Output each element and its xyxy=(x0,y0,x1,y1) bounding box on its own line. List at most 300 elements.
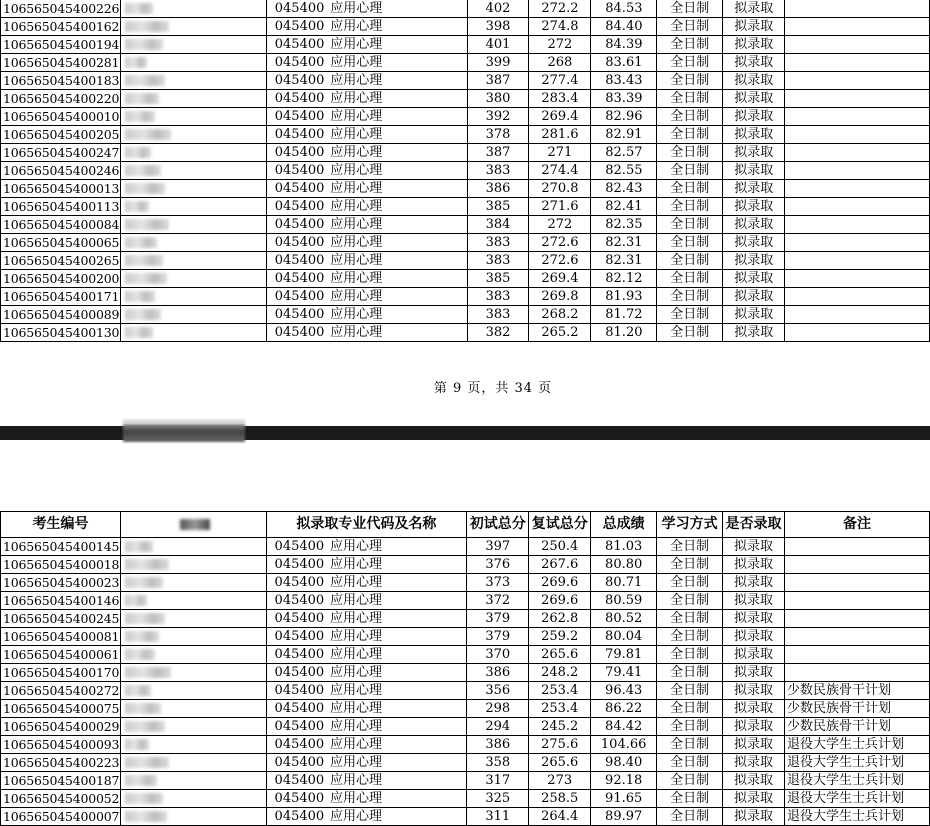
note-cell: 退役大学生士兵计划 xyxy=(785,736,930,754)
major-code-cell: 045400 xyxy=(266,72,328,90)
study-mode-cell: 全日制 xyxy=(657,592,723,610)
candidate-id-cell: 106565045400223 xyxy=(1,754,121,772)
name-redacted-cell xyxy=(120,538,266,556)
admission-cell: 拟录取 xyxy=(723,790,785,808)
admission-cell: 拟录取 xyxy=(723,808,785,826)
study-mode-cell: 全日制 xyxy=(657,126,723,144)
name-redacted-cell xyxy=(120,270,266,288)
redaction-blur xyxy=(125,577,163,588)
admission-cell: 拟录取 xyxy=(723,628,785,646)
retest-score-cell: 274.4 xyxy=(529,162,591,180)
table-row xyxy=(1,772,930,790)
total-score-cell: 79.41 xyxy=(591,664,657,682)
study-mode-cell: 全日制 xyxy=(657,90,723,108)
redaction-blur xyxy=(125,129,171,140)
major-code-cell: 045400 xyxy=(266,126,328,144)
candidate-id-cell: 106565045400272 xyxy=(1,682,121,700)
candidate-id-cell: 106565045400183 xyxy=(1,72,121,90)
study-mode-cell: 全日制 xyxy=(657,538,723,556)
major-code-cell: 045400 xyxy=(266,288,328,306)
major-name-cell: 应用心理 xyxy=(328,556,467,574)
table-row xyxy=(1,216,930,234)
note-cell xyxy=(785,198,930,216)
retest-score-cell: 245.2 xyxy=(529,718,591,736)
table-row xyxy=(1,736,930,754)
total-score-cell: 86.22 xyxy=(591,700,657,718)
header-initial-score: 初试总分 xyxy=(467,512,529,538)
total-score-cell: 79.81 xyxy=(591,646,657,664)
major-code-cell: 045400 xyxy=(266,234,328,252)
candidate-id-cell: 106565045400226 xyxy=(1,0,121,18)
admission-cell: 拟录取 xyxy=(723,610,785,628)
initial-score-cell: 397 xyxy=(467,538,529,556)
major-code-cell: 045400 xyxy=(266,180,328,198)
total-score-cell: 82.31 xyxy=(591,234,657,252)
total-score-cell: 80.71 xyxy=(591,574,657,592)
redaction-blur xyxy=(125,183,165,194)
total-score-cell: 82.31 xyxy=(591,252,657,270)
note-cell xyxy=(785,538,930,556)
table-row xyxy=(1,252,930,270)
total-score-cell: 89.97 xyxy=(591,808,657,826)
total-score-cell: 84.42 xyxy=(591,718,657,736)
table-row xyxy=(1,610,930,628)
study-mode-cell: 全日制 xyxy=(657,18,723,36)
major-name-cell: 应用心理 xyxy=(328,252,467,270)
initial-score-cell: 398 xyxy=(467,18,529,36)
admission-cell: 拟录取 xyxy=(723,90,785,108)
admission-cell: 拟录取 xyxy=(723,216,785,234)
candidate-id-cell: 106565045400281 xyxy=(1,54,121,72)
initial-score-cell: 383 xyxy=(467,306,529,324)
total-score-cell: 82.91 xyxy=(591,126,657,144)
major-code-cell: 045400 xyxy=(266,700,328,718)
admission-cell: 拟录取 xyxy=(723,234,785,252)
redaction-blur xyxy=(125,147,151,158)
table-row xyxy=(1,538,930,556)
major-code-cell: 045400 xyxy=(266,306,328,324)
major-code-cell: 045400 xyxy=(266,36,328,54)
major-name-cell: 应用心理 xyxy=(328,288,467,306)
admission-cell: 拟录取 xyxy=(723,700,785,718)
initial-score-cell: 372 xyxy=(467,592,529,610)
name-redacted-cell xyxy=(120,682,266,700)
redaction-blur xyxy=(125,309,161,320)
redaction-blur xyxy=(125,595,147,606)
note-cell xyxy=(785,90,930,108)
admission-cell: 拟录取 xyxy=(723,54,785,72)
admission-cell: 拟录取 xyxy=(723,772,785,790)
admission-cell: 拟录取 xyxy=(723,556,785,574)
admission-cell: 拟录取 xyxy=(723,754,785,772)
candidate-id-cell: 106565045400194 xyxy=(1,36,121,54)
initial-score-cell: 370 xyxy=(467,646,529,664)
note-cell xyxy=(785,556,930,574)
table-row xyxy=(1,556,930,574)
retest-score-cell: 277.4 xyxy=(529,72,591,90)
retest-score-cell: 274.8 xyxy=(529,18,591,36)
total-score-cell: 81.20 xyxy=(591,324,657,342)
candidate-id-cell: 106565045400247 xyxy=(1,144,121,162)
major-code-cell: 045400 xyxy=(266,252,328,270)
admission-cell: 拟录取 xyxy=(723,736,785,754)
study-mode-cell: 全日制 xyxy=(657,288,723,306)
redaction-blur xyxy=(125,667,171,678)
study-mode-cell: 全日制 xyxy=(657,556,723,574)
major-name-cell: 应用心理 xyxy=(328,754,467,772)
candidate-id-cell: 106565045400081 xyxy=(1,628,121,646)
name-redacted-cell xyxy=(120,754,266,772)
study-mode-cell: 全日制 xyxy=(657,180,723,198)
admission-cell: 拟录取 xyxy=(723,144,785,162)
admission-cell: 拟录取 xyxy=(723,682,785,700)
table-row xyxy=(1,754,930,772)
initial-score-cell: 325 xyxy=(467,790,529,808)
major-name-cell: 应用心理 xyxy=(328,736,467,754)
total-score-cell: 82.12 xyxy=(591,270,657,288)
major-code-cell: 045400 xyxy=(266,144,328,162)
retest-score-cell: 271.6 xyxy=(529,198,591,216)
initial-score-cell: 401 xyxy=(467,36,529,54)
redaction-blur xyxy=(125,93,159,104)
major-code-cell: 045400 xyxy=(266,162,328,180)
retest-score-cell: 253.4 xyxy=(529,700,591,718)
major-code-cell: 045400 xyxy=(266,754,328,772)
redaction-blur xyxy=(125,201,149,212)
total-score-cell: 84.53 xyxy=(591,0,657,18)
note-cell: 少数民族骨干计划 xyxy=(785,700,930,718)
initial-score-cell: 384 xyxy=(467,216,529,234)
retest-score-cell: 259.2 xyxy=(529,628,591,646)
admission-cell: 拟录取 xyxy=(723,592,785,610)
note-cell: 退役大学生士兵计划 xyxy=(785,790,930,808)
note-cell xyxy=(785,54,930,72)
major-code-cell: 045400 xyxy=(266,808,328,826)
major-name-cell: 应用心理 xyxy=(328,538,467,556)
admission-cell: 拟录取 xyxy=(723,108,785,126)
note-cell xyxy=(785,126,930,144)
total-score-cell: 92.18 xyxy=(591,772,657,790)
retest-score-cell: 272.6 xyxy=(529,234,591,252)
major-name-cell: 应用心理 xyxy=(328,700,467,718)
initial-score-cell: 382 xyxy=(467,324,529,342)
initial-score-cell: 402 xyxy=(467,0,529,18)
candidate-id-cell: 106565045400010 xyxy=(1,108,121,126)
study-mode-cell: 全日制 xyxy=(657,754,723,772)
header-name-redacted xyxy=(120,512,266,538)
candidate-id-cell: 106565045400113 xyxy=(1,198,121,216)
note-cell xyxy=(785,288,930,306)
candidate-id-cell: 106565045400146 xyxy=(1,592,121,610)
major-name-cell: 应用心理 xyxy=(328,772,467,790)
note-cell: 退役大学生士兵计划 xyxy=(785,754,930,772)
note-cell: 少数民族骨干计划 xyxy=(785,682,930,700)
redaction-blur xyxy=(123,420,245,423)
study-mode-cell: 全日制 xyxy=(657,144,723,162)
major-code-cell: 045400 xyxy=(266,324,328,342)
study-mode-cell: 全日制 xyxy=(657,0,723,18)
table-row xyxy=(1,270,930,288)
note-cell xyxy=(785,72,930,90)
initial-score-cell: 376 xyxy=(467,556,529,574)
retest-score-cell: 267.6 xyxy=(529,556,591,574)
redaction-blur xyxy=(125,237,157,248)
total-score-cell: 98.40 xyxy=(591,754,657,772)
retest-score-cell: 269.6 xyxy=(529,592,591,610)
initial-score-cell: 399 xyxy=(467,54,529,72)
candidate-id-cell: 106565045400084 xyxy=(1,216,121,234)
total-score-cell: 84.39 xyxy=(591,36,657,54)
redaction-blur xyxy=(125,811,167,822)
redaction-blur xyxy=(125,631,159,642)
header-study-mode: 学习方式 xyxy=(657,512,723,538)
table-row xyxy=(1,90,930,108)
major-code-cell: 045400 xyxy=(266,664,328,682)
major-code-cell: 045400 xyxy=(266,646,328,664)
retest-score-cell: 269.8 xyxy=(529,288,591,306)
total-score-cell: 91.65 xyxy=(591,790,657,808)
admission-cell: 拟录取 xyxy=(723,180,785,198)
major-code-cell: 045400 xyxy=(266,556,328,574)
total-score-cell: 83.43 xyxy=(591,72,657,90)
admission-cell: 拟录取 xyxy=(723,252,785,270)
name-redacted-cell xyxy=(120,72,266,90)
candidate-id-cell: 106565045400013 xyxy=(1,180,121,198)
major-code-cell: 045400 xyxy=(266,198,328,216)
table-row xyxy=(1,628,930,646)
major-name-cell: 应用心理 xyxy=(328,216,467,234)
total-score-cell: 82.96 xyxy=(591,108,657,126)
name-redacted-cell xyxy=(120,0,266,18)
header-candidate-id: 考生编号 xyxy=(1,512,121,538)
name-redacted-cell xyxy=(120,144,266,162)
initial-score-cell: 317 xyxy=(467,772,529,790)
initial-score-cell: 383 xyxy=(467,252,529,270)
note-cell xyxy=(785,234,930,252)
retest-score-cell: 253.4 xyxy=(529,682,591,700)
name-redacted-cell xyxy=(120,790,266,808)
redaction-blur xyxy=(125,541,153,552)
redaction-blur xyxy=(123,424,245,442)
retest-score-cell: 275.6 xyxy=(529,736,591,754)
major-name-cell: 应用心理 xyxy=(328,306,467,324)
major-code-cell: 045400 xyxy=(266,18,328,36)
major-name-cell: 应用心理 xyxy=(328,664,467,682)
total-score-cell: 82.35 xyxy=(591,216,657,234)
study-mode-cell: 全日制 xyxy=(657,718,723,736)
retest-score-cell: 271 xyxy=(529,144,591,162)
table-row xyxy=(1,126,930,144)
major-code-cell: 045400 xyxy=(266,108,328,126)
major-name-cell: 应用心理 xyxy=(328,592,467,610)
table-row xyxy=(1,198,930,216)
initial-score-cell: 387 xyxy=(467,144,529,162)
retest-score-cell: 265.2 xyxy=(529,324,591,342)
major-name-cell: 应用心理 xyxy=(328,270,467,288)
redaction-blur xyxy=(125,703,161,714)
candidate-id-cell: 106565045400170 xyxy=(1,664,121,682)
table-row xyxy=(1,0,930,18)
major-code-cell: 045400 xyxy=(266,592,328,610)
table-row xyxy=(1,664,930,682)
admission-cell: 拟录取 xyxy=(723,718,785,736)
admission-cell: 拟录取 xyxy=(723,664,785,682)
header-note: 备注 xyxy=(785,512,930,538)
table-row xyxy=(1,144,930,162)
major-code-cell: 045400 xyxy=(266,736,328,754)
retest-score-cell: 248.2 xyxy=(529,664,591,682)
name-redacted-cell xyxy=(120,180,266,198)
admission-cell: 拟录取 xyxy=(723,324,785,342)
retest-score-cell: 268 xyxy=(529,54,591,72)
major-name-cell: 应用心理 xyxy=(328,682,467,700)
name-redacted-cell xyxy=(120,18,266,36)
table-row xyxy=(1,36,930,54)
admission-cell: 拟录取 xyxy=(723,18,785,36)
admission-cell: 拟录取 xyxy=(723,198,785,216)
initial-score-cell: 383 xyxy=(467,288,529,306)
major-name-cell: 应用心理 xyxy=(328,646,467,664)
study-mode-cell: 全日制 xyxy=(657,306,723,324)
study-mode-cell: 全日制 xyxy=(657,216,723,234)
study-mode-cell: 全日制 xyxy=(657,162,723,180)
candidate-id-cell: 106565045400220 xyxy=(1,90,121,108)
name-redacted-cell xyxy=(120,126,266,144)
major-name-cell: 应用心理 xyxy=(328,324,467,342)
major-name-cell: 应用心理 xyxy=(328,574,467,592)
note-cell: 退役大学生士兵计划 xyxy=(785,772,930,790)
major-name-cell: 应用心理 xyxy=(328,198,467,216)
name-redacted-cell xyxy=(120,808,266,826)
total-score-cell: 81.93 xyxy=(591,288,657,306)
major-name-cell: 应用心理 xyxy=(328,90,467,108)
table-row xyxy=(1,682,930,700)
major-name-cell: 应用心理 xyxy=(328,126,467,144)
name-redacted-cell xyxy=(120,252,266,270)
total-score-cell: 80.59 xyxy=(591,592,657,610)
redaction-blur xyxy=(125,649,155,660)
candidate-id-cell: 106565045400075 xyxy=(1,700,121,718)
redaction-blur xyxy=(125,775,157,786)
study-mode-cell: 全日制 xyxy=(657,72,723,90)
study-mode-cell: 全日制 xyxy=(657,610,723,628)
study-mode-cell: 全日制 xyxy=(657,270,723,288)
retest-score-cell: 281.6 xyxy=(529,126,591,144)
study-mode-cell: 全日制 xyxy=(657,790,723,808)
retest-score-cell: 273 xyxy=(529,772,591,790)
redaction-blur xyxy=(125,327,153,338)
total-score-cell: 83.61 xyxy=(591,54,657,72)
redaction-blur xyxy=(125,39,163,50)
note-cell xyxy=(785,646,930,664)
name-redacted-cell xyxy=(120,162,266,180)
table-row xyxy=(1,324,930,342)
note-cell: 少数民族骨干计划 xyxy=(785,718,930,736)
redaction-blur xyxy=(125,291,155,302)
initial-score-cell: 378 xyxy=(467,126,529,144)
table-row xyxy=(1,646,930,664)
table-row xyxy=(1,808,930,826)
initial-score-cell: 356 xyxy=(467,682,529,700)
redaction-blur xyxy=(125,57,147,68)
table-row xyxy=(1,54,930,72)
initial-score-cell: 380 xyxy=(467,90,529,108)
name-redacted-cell xyxy=(120,54,266,72)
redaction-blur xyxy=(125,3,153,14)
table-row xyxy=(1,180,930,198)
initial-score-cell: 383 xyxy=(467,234,529,252)
candidate-id-cell: 106565045400061 xyxy=(1,646,121,664)
major-name-cell: 应用心理 xyxy=(328,610,467,628)
name-redacted-cell xyxy=(120,646,266,664)
candidate-id-cell: 106565045400065 xyxy=(1,234,121,252)
note-cell xyxy=(785,36,930,54)
name-redacted-cell xyxy=(120,198,266,216)
table-row xyxy=(1,574,930,592)
name-redacted-cell xyxy=(120,736,266,754)
major-name-cell: 应用心理 xyxy=(328,0,467,18)
results-table-page-10 xyxy=(0,511,930,826)
note-cell: 退役大学生士兵计划 xyxy=(785,808,930,826)
admission-cell: 拟录取 xyxy=(723,0,785,18)
study-mode-cell: 全日制 xyxy=(657,234,723,252)
redaction-blur xyxy=(125,757,169,768)
admission-cell: 拟录取 xyxy=(723,574,785,592)
candidate-id-cell: 106565045400007 xyxy=(1,808,121,826)
note-cell xyxy=(785,664,930,682)
initial-score-cell: 298 xyxy=(467,700,529,718)
header-admission: 是否录取 xyxy=(723,512,785,538)
study-mode-cell: 全日制 xyxy=(657,772,723,790)
initial-score-cell: 294 xyxy=(467,718,529,736)
retest-score-cell: 272.2 xyxy=(529,0,591,18)
retest-score-cell: 268.2 xyxy=(529,306,591,324)
major-name-cell: 应用心理 xyxy=(328,36,467,54)
total-score-cell: 81.03 xyxy=(591,538,657,556)
retest-score-cell: 265.6 xyxy=(529,646,591,664)
candidate-id-cell: 106565045400089 xyxy=(1,306,121,324)
redaction-blur xyxy=(125,739,149,750)
table-row xyxy=(1,162,930,180)
name-redacted-cell xyxy=(120,574,266,592)
total-score-cell: 104.66 xyxy=(591,736,657,754)
candidate-id-cell: 106565045400246 xyxy=(1,162,121,180)
initial-score-cell: 373 xyxy=(467,574,529,592)
admission-cell: 拟录取 xyxy=(723,270,785,288)
retest-score-cell: 269.4 xyxy=(529,108,591,126)
major-name-cell: 应用心理 xyxy=(328,108,467,126)
study-mode-cell: 全日制 xyxy=(657,198,723,216)
note-cell xyxy=(785,592,930,610)
table-row xyxy=(1,234,930,252)
major-name-cell: 应用心理 xyxy=(328,808,467,826)
major-name-cell: 应用心理 xyxy=(328,628,467,646)
total-score-cell: 82.55 xyxy=(591,162,657,180)
initial-score-cell: 386 xyxy=(467,664,529,682)
initial-score-cell: 383 xyxy=(467,162,529,180)
results-table-page-9 xyxy=(0,0,930,342)
major-code-cell: 045400 xyxy=(266,718,328,736)
major-code-cell: 045400 xyxy=(266,216,328,234)
admission-cell: 拟录取 xyxy=(723,288,785,306)
note-cell xyxy=(785,574,930,592)
table-row xyxy=(1,790,930,808)
candidate-id-cell: 106565045400052 xyxy=(1,790,121,808)
name-redacted-cell xyxy=(120,288,266,306)
redaction-blur xyxy=(125,613,165,624)
candidate-id-cell: 106565045400029 xyxy=(1,718,121,736)
redaction-blur xyxy=(125,111,155,122)
